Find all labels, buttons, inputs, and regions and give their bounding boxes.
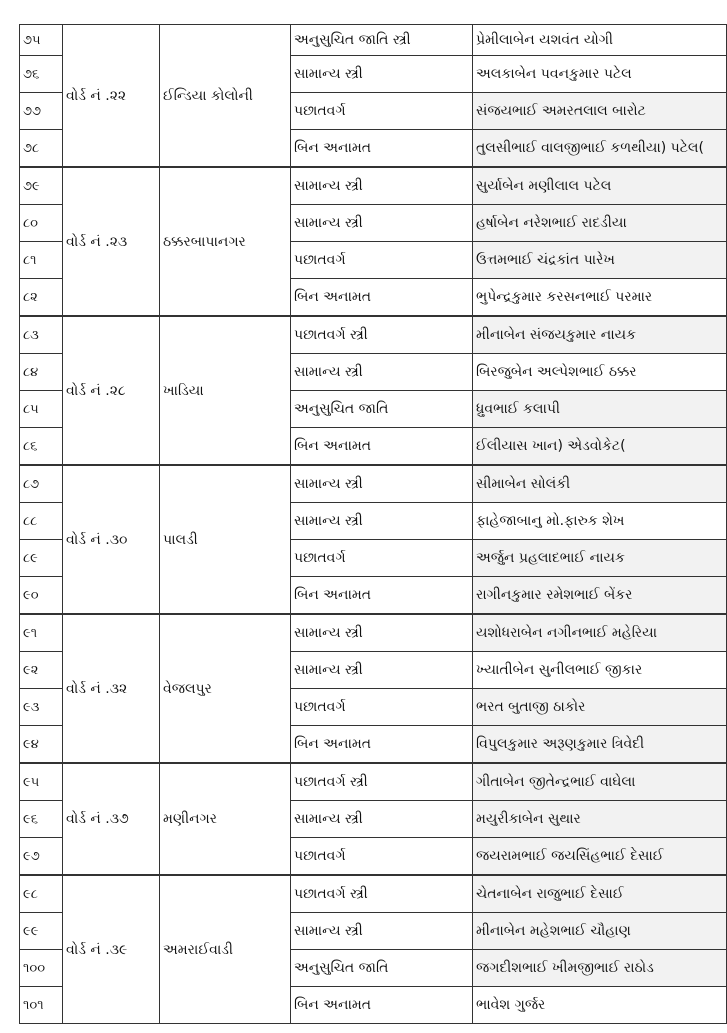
serial-number-cell: ૭૮ xyxy=(20,130,63,168)
category-cell: સામાન્ય સ્ત્રી xyxy=(291,56,473,93)
serial-number-cell: ૮૬ xyxy=(20,428,63,466)
table-row xyxy=(20,614,727,652)
serial-number-cell: ૧૦૧ xyxy=(20,987,63,1024)
ward-candidates-table xyxy=(19,24,727,1024)
serial-number-cell: ૯૫ xyxy=(20,763,63,801)
table-row xyxy=(20,316,727,354)
candidate-name-cell: જયરામભાઈ જયસિંહભાઈ દેસાઈ xyxy=(473,838,727,876)
candidate-name-cell: ચેતનાબેન રાજુભાઈ દેસાઈ xyxy=(473,875,727,913)
category-cell: સામાન્ય સ્ત્રી xyxy=(291,465,473,503)
serial-number-cell: ૯૮ xyxy=(20,875,63,913)
table-row xyxy=(20,875,727,913)
candidate-name-cell: ભરત બુતાજી ઠાકોર xyxy=(473,689,727,726)
table-body xyxy=(20,25,727,1024)
category-cell: બિન અનામત xyxy=(291,130,473,168)
category-cell: સામાન્ય સ્ત્રી xyxy=(291,205,473,242)
serial-number-cell: ૧૦૦ xyxy=(20,950,63,987)
area-cell: અમરાઈવાડી xyxy=(160,875,291,1024)
candidate-name-cell: ફાહેજાબાનુ મો.ફારુક શેખ xyxy=(473,503,727,540)
table-row xyxy=(20,763,727,801)
category-cell: અનુસુચિત જાતિ xyxy=(291,391,473,428)
serial-number-cell: ૮૧ xyxy=(20,242,63,279)
candidate-name-cell: ઉત્તમભાઈ ચંદ્રકાંત પારેખ xyxy=(473,242,727,279)
category-cell: પછાતવર્ગ સ્ત્રી xyxy=(291,875,473,913)
category-cell: બિન અનામત xyxy=(291,279,473,317)
serial-number-cell: ૮૨ xyxy=(20,279,63,317)
candidate-name-cell: હર્ષાબેન નરેશભાઈ રાદડીયા xyxy=(473,205,727,242)
serial-number-cell: ૮૦ xyxy=(20,205,63,242)
ward-cell: વોર્ડ નં .૩૦ xyxy=(63,465,160,614)
candidate-name-cell: ગીતાબેન જીતેન્દ્રભાઈ વાઘેલા xyxy=(473,763,727,801)
serial-number-cell: ૯૩ xyxy=(20,689,63,726)
serial-number-cell: ૯૯ xyxy=(20,913,63,950)
area-cell: પાલડી xyxy=(160,465,291,614)
area-cell: ખાડિયા xyxy=(160,316,291,465)
category-cell: પછાતવર્ગ સ્ત્રી xyxy=(291,316,473,354)
category-cell: બિન અનામત xyxy=(291,726,473,764)
candidate-name-cell: મીનાબેન સંજયકુમાર નાયક xyxy=(473,316,727,354)
category-cell: સામાન્ય સ્ત્રી xyxy=(291,913,473,950)
table-row xyxy=(20,25,727,56)
area-cell: ઈન્ડિયા કોલોની xyxy=(160,25,291,168)
serial-number-cell: ૯૦ xyxy=(20,577,63,615)
category-cell: સામાન્ય સ્ત્રી xyxy=(291,614,473,652)
serial-number-cell: ૭૬ xyxy=(20,56,63,93)
candidate-name-cell: સુર્યાબેન મણીલાલ પટેલ xyxy=(473,167,727,205)
candidate-name-cell: બિરજુબેન અલ્પેશભાઈ ઠક્કર xyxy=(473,354,727,391)
category-cell: પછાતવર્ગ સ્ત્રી xyxy=(291,763,473,801)
table-row xyxy=(20,465,727,503)
candidate-name-cell: સીમાબેન સોલંકી xyxy=(473,465,727,503)
category-cell: અનુસુચિત જાતિ xyxy=(291,950,473,987)
serial-number-cell: ૭૫ xyxy=(20,25,63,56)
category-cell: પછાતવર્ગ xyxy=(291,689,473,726)
area-cell: વેજલપુર xyxy=(160,614,291,763)
serial-number-cell: ૯૭ xyxy=(20,838,63,876)
ward-cell: વોર્ડ નં .૩૭ xyxy=(63,763,160,875)
candidate-name-cell: ધ્રુવભાઈ કલાપી xyxy=(473,391,727,428)
candidate-name-cell: અર્જુન પ્રહલાદભાઈ નાયક xyxy=(473,540,727,577)
category-cell: બિન અનામત xyxy=(291,987,473,1024)
serial-number-cell: ૯૪ xyxy=(20,726,63,764)
category-cell: પછાતવર્ગ xyxy=(291,540,473,577)
category-cell: સામાન્ય સ્ત્રી xyxy=(291,652,473,689)
serial-number-cell: ૯૧ xyxy=(20,614,63,652)
serial-number-cell: ૮૯ xyxy=(20,540,63,577)
candidate-name-cell: સંજયભાઈ અમરતલાલ બારોટ xyxy=(473,93,727,130)
ward-cell: વોર્ડ નં .૨૩ xyxy=(63,167,160,316)
ward-cell: વોર્ડ નં .૩૯ xyxy=(63,875,160,1024)
category-cell: બિન અનામત xyxy=(291,577,473,615)
area-cell: મણીનગર xyxy=(160,763,291,875)
candidate-name-cell: મીનાબેન મહેશભાઈ ચૌહાણ xyxy=(473,913,727,950)
category-cell: સામાન્ય સ્ત્રી xyxy=(291,167,473,205)
candidate-name-cell: વિપુલકુમાર અરૂણકુમાર ત્રિવેદી xyxy=(473,726,727,764)
candidate-name-cell: મયુરીકાબેન સુથાર xyxy=(473,801,727,838)
table-row xyxy=(20,167,727,205)
candidate-name-cell: યશોધરાબેન નગીનભાઈ મહેરિયા xyxy=(473,614,727,652)
candidate-name-cell: તુલસીભાઈ વાલજીભાઈ કળથીયા) પટેલ( xyxy=(473,130,727,168)
candidate-name-cell: ખ્યાતીબેન સુનીલભાઈ જીકાર xyxy=(473,652,727,689)
serial-number-cell: ૮૭ xyxy=(20,465,63,503)
serial-number-cell: ૮૫ xyxy=(20,391,63,428)
candidate-name-cell: ભુપેન્દ્રકુમાર કરસનભાઈ પરમાર xyxy=(473,279,727,317)
candidate-name-cell: જગદીશભાઈ ખીમજીભાઈ રાઠોડ xyxy=(473,950,727,987)
serial-number-cell: ૮૮ xyxy=(20,503,63,540)
category-cell: સામાન્ય સ્ત્રી xyxy=(291,503,473,540)
serial-number-cell: ૭૯ xyxy=(20,167,63,205)
category-cell: પછાતવર્ગ xyxy=(291,838,473,876)
serial-number-cell: ૮૪ xyxy=(20,354,63,391)
candidate-name-cell: અલકાબેન પવનકુમાર પટેલ xyxy=(473,56,727,93)
category-cell: બિન અનામત xyxy=(291,428,473,466)
ward-cell: વોર્ડ નં .૩૨ xyxy=(63,614,160,763)
candidate-name-cell: ઈલીયાસ ખાન) એડવોકેટ( xyxy=(473,428,727,466)
category-cell: પછાતવર્ગ xyxy=(291,93,473,130)
candidate-name-cell: પ્રેમીલાબેન યશવંત યોગી xyxy=(473,25,727,56)
serial-number-cell: ૭૭ xyxy=(20,93,63,130)
serial-number-cell: ૮૩ xyxy=(20,316,63,354)
category-cell: પછાતવર્ગ xyxy=(291,242,473,279)
candidate-name-cell: ભાવેશ ગુર્જર xyxy=(473,987,727,1024)
serial-number-cell: ૯૨ xyxy=(20,652,63,689)
serial-number-cell: ૯૬ xyxy=(20,801,63,838)
category-cell: અનુસુચિત જાતિ સ્ત્રી xyxy=(291,25,473,56)
category-cell: સામાન્ય સ્ત્રી xyxy=(291,801,473,838)
area-cell: ઠક્કરબાપાનગર xyxy=(160,167,291,316)
category-cell: સામાન્ય સ્ત્રી xyxy=(291,354,473,391)
ward-cell: વોર્ડ નં .૨૨ xyxy=(63,25,160,168)
candidate-name-cell: રાગીનકુમાર રમેશભાઈ બેંકર xyxy=(473,577,727,615)
ward-cell: વોર્ડ નં .૨૮ xyxy=(63,316,160,465)
